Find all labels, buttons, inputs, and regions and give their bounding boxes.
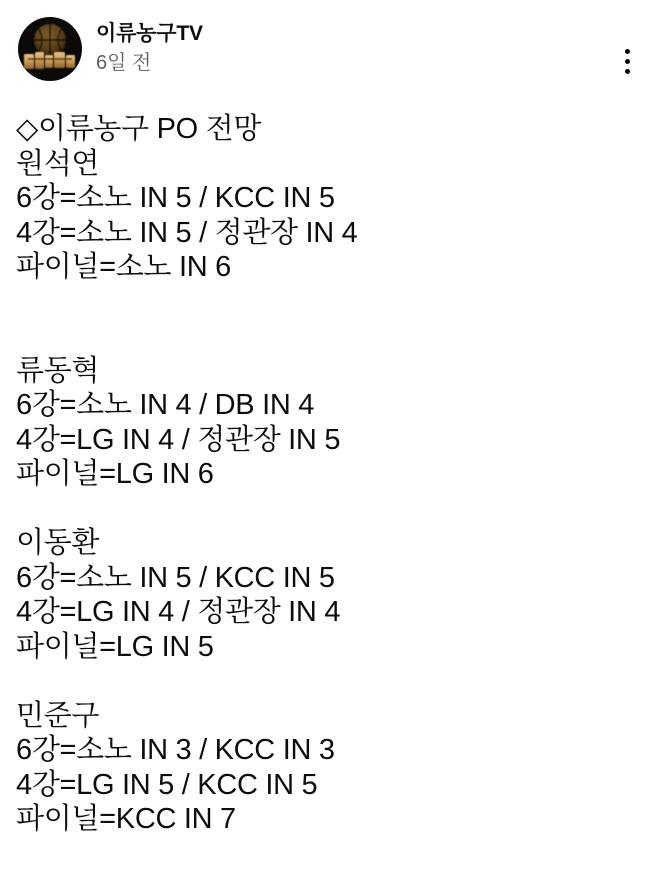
kebab-dot <box>625 59 630 64</box>
channel-avatar[interactable] <box>18 17 82 81</box>
prediction-line: 4강=소노 IN 5 / 정관장 IN 4 <box>16 216 358 249</box>
basketball-icon <box>34 24 66 56</box>
predictor-name: 류동혁 <box>16 354 100 387</box>
kebab-menu-icon[interactable] <box>620 45 634 78</box>
channel-avatar-image <box>18 17 82 81</box>
post-header-text <box>96 21 203 75</box>
prediction-line: 6강=소노 IN 5 / KCC IN 5 <box>16 561 335 594</box>
predictor-name: 이동환 <box>16 527 100 559</box>
prediction-line: 6강=소노 IN 3 / KCC IN 3 <box>16 734 335 766</box>
post-timestamp: 6일 전 <box>96 52 152 74</box>
kebab-dot <box>625 69 630 74</box>
prediction-line: 6강=소노 IN 5 / KCC IN 5 <box>16 182 335 214</box>
prediction-section <box>16 354 650 492</box>
prediction-line: 파이널=KCC IN 7 <box>16 803 236 835</box>
post-title-line: ◇이류농구 PO 전망 <box>16 113 262 145</box>
predictor-name: 민준구 <box>16 699 100 732</box>
prediction-line: 6강=소노 IN 4 / DB IN 4 <box>16 389 315 421</box>
prediction-line: 파이널=LG IN 5 <box>16 630 214 663</box>
prediction-section <box>16 699 650 837</box>
prediction-line: 파이널=소노 IN 6 <box>16 251 231 283</box>
prediction-line: 4강=LG IN 4 / 정관장 IN 5 <box>16 423 341 456</box>
predictor-name: 원석연 <box>16 147 100 180</box>
kebab-dot <box>625 49 630 54</box>
prediction-line: 파이널=LG IN 6 <box>16 458 214 490</box>
channel-name[interactable]: 이류농구TV <box>96 22 203 45</box>
prediction-section <box>16 526 650 664</box>
post-body <box>16 112 650 837</box>
prediction-line: 4강=LG IN 5 / KCC IN 5 <box>16 768 318 801</box>
prediction-section <box>16 147 650 285</box>
prediction-line: 4강=LG IN 4 / 정관장 IN 4 <box>16 596 341 628</box>
